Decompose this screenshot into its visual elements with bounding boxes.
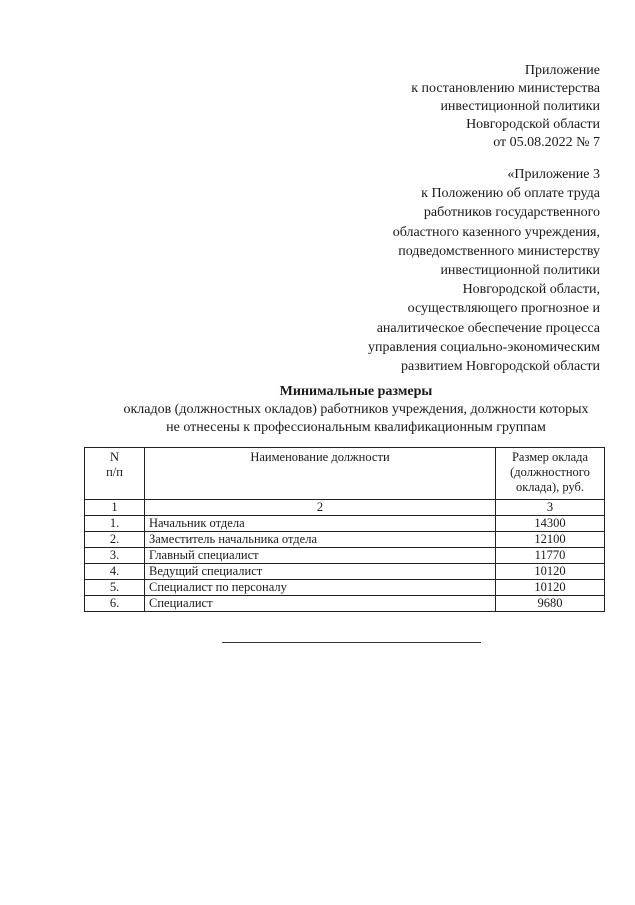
- row-salary: 10120: [496, 564, 605, 580]
- table-header-row: [85, 448, 605, 500]
- row-position-name: Начальник отдела: [145, 516, 496, 532]
- row-salary: 10120: [496, 580, 605, 596]
- annex-inner-line: развитием Новгородской области: [401, 359, 600, 375]
- annex-main-line: Приложение: [524, 63, 600, 78]
- document-heading: [90, 383, 622, 437]
- column-number-row: [85, 500, 605, 516]
- column-number: 2: [145, 500, 496, 516]
- column-number: 1: [85, 500, 145, 516]
- annex-inner-line: управления социально-экономическим: [368, 339, 600, 355]
- annex-inner-line: к Положению об оплате труда: [421, 186, 600, 202]
- row-number: 5.: [85, 580, 145, 596]
- row-number: 2.: [85, 532, 145, 548]
- row-position-name: Главный специалист: [145, 548, 496, 564]
- heading-subtitle-line: не отнесены к профессиональным квалификационным группам: [166, 420, 546, 435]
- row-salary: 11770: [496, 548, 605, 564]
- header-salary: Размер оклада (должностного оклада), руб.: [496, 448, 605, 500]
- table-row: [85, 580, 605, 596]
- annex-main-line: Новгородской области: [466, 117, 600, 132]
- row-salary: 9680: [496, 596, 605, 612]
- header-number: N п/п: [85, 448, 145, 500]
- row-number: 4.: [85, 564, 145, 580]
- column-number: 3: [496, 500, 605, 516]
- annex-inner-line: аналитическое обеспечение процесса: [376, 320, 600, 336]
- table-row: [85, 516, 605, 532]
- row-number: 3.: [85, 548, 145, 564]
- annex-inner-line: осуществляющего прогнозное и: [407, 301, 600, 317]
- heading-subtitle-line: окладов (должностных окладов) работников учреждения, должности которых: [123, 402, 589, 417]
- annex-main-line: к постановлению министерства: [411, 81, 600, 96]
- annex-inner-line: инвестиционной политики: [440, 263, 600, 279]
- table-row: [85, 564, 605, 580]
- annex-inner-block: [368, 165, 600, 376]
- row-salary: 14300: [496, 516, 605, 532]
- row-number: 1.: [85, 516, 145, 532]
- table-row: [85, 548, 605, 564]
- annex-inner-line: Новгородской области,: [462, 282, 600, 298]
- annex-inner-line: «Приложение 3: [507, 167, 600, 182]
- row-position-name: Ведущий специалист: [145, 564, 496, 580]
- annex-inner-line: областного казенного учреждения,: [392, 224, 600, 240]
- row-number: 6.: [85, 596, 145, 612]
- table-row: [85, 596, 605, 612]
- annex-main-block: [411, 62, 600, 152]
- closing-divider: [222, 642, 481, 643]
- annex-inner-line: работников государственного: [423, 205, 600, 221]
- header-position-name: Наименование должности: [145, 448, 496, 500]
- heading-title: Минимальные размеры: [279, 384, 433, 399]
- annex-inner-line: подведомственного министерству: [398, 243, 600, 259]
- salary-table: [84, 447, 605, 612]
- row-position-name: Заместитель начальника отдела: [145, 532, 496, 548]
- row-position-name: Специалист: [145, 596, 496, 612]
- annex-main-line: инвестиционной политики: [440, 99, 600, 114]
- annex-main-date-line: от 05.08.2022 № 7: [493, 135, 600, 150]
- row-position-name: Специалист по персоналу: [145, 580, 496, 596]
- row-salary: 12100: [496, 532, 605, 548]
- table-row: [85, 532, 605, 548]
